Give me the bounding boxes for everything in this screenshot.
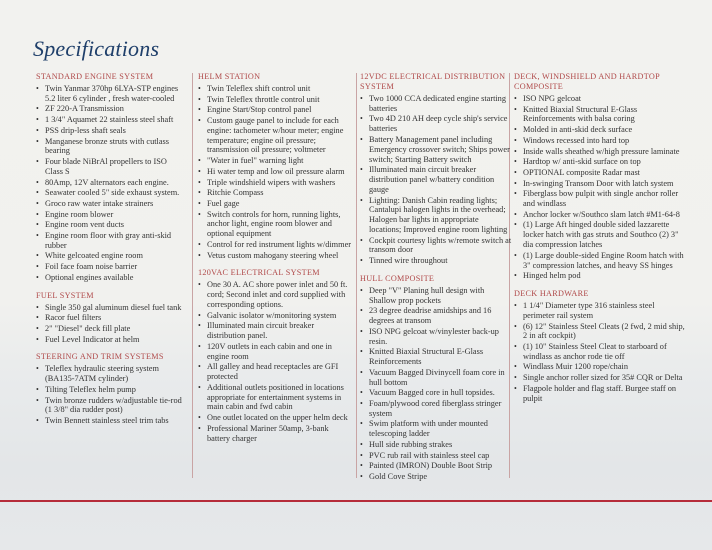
spec-item xyxy=(198,240,352,250)
spec-item xyxy=(198,188,352,198)
section-heading: HELM STATION xyxy=(198,72,261,81)
bullet-icon: • xyxy=(198,310,201,320)
spec-item-text: ZF 220-A Transmission xyxy=(45,104,124,114)
spec-item xyxy=(198,167,352,177)
bullet-icon: • xyxy=(36,157,39,167)
bullet-icon: • xyxy=(198,321,201,331)
bullet-icon: • xyxy=(360,461,363,471)
spec-section xyxy=(36,72,186,283)
spec-item-text: 1 1/4" Diameter type 316 stainless steel perimeter rail system xyxy=(523,301,655,320)
bullet-icon: • xyxy=(36,188,39,198)
spec-list xyxy=(198,280,352,443)
spec-item-text: Two 1000 CCA dedicated engine starting batteries xyxy=(369,94,506,113)
spec-column-3 xyxy=(360,72,512,490)
spec-item-text: Custom gauge panel to include for each engine: tachometer w/hour meter; engine temperature; engine oil pressure; transmission oil pressure; voltmeter xyxy=(207,116,344,155)
bullet-icon: • xyxy=(198,156,201,166)
spec-list xyxy=(360,94,512,266)
spec-item xyxy=(36,262,186,272)
spec-item-text: Two 4D 210 AH deep cycle ship's service batteries xyxy=(369,114,508,134)
spec-item-text: Twin Teleflex shift control unit xyxy=(207,84,311,93)
spec-item xyxy=(360,399,512,419)
spec-item-text: Vacuum Bagged core in hull topsides. xyxy=(369,388,495,398)
spec-item-text: Single 350 gal aluminum diesel fuel tank xyxy=(45,302,182,312)
bullet-icon: • xyxy=(36,262,39,272)
spec-item-text: Deep "V" Planing hull design with Shallow prop pockets xyxy=(369,285,485,305)
spec-item-text: Galvanic isolator w/monitoring system xyxy=(207,310,337,320)
spec-item xyxy=(36,251,186,261)
spec-item-text: Fuel gage xyxy=(207,198,240,208)
spec-item-text: Foam/plywood cored fiberglass stringer system xyxy=(369,399,502,418)
spec-item-text: Engine room vent ducts xyxy=(45,220,125,230)
bullet-icon: • xyxy=(198,198,201,208)
spec-item-text: Tilting Teleflex helm pump xyxy=(45,384,136,394)
bullet-icon: • xyxy=(360,235,363,245)
bullet-icon: • xyxy=(360,285,363,295)
bullet-icon: • xyxy=(198,382,201,392)
bullet-icon: • xyxy=(360,347,363,357)
spec-item xyxy=(360,135,512,164)
spec-item-text: PSS drip-less shaft seals xyxy=(45,125,126,135)
section-heading: HULL COMPOSITE xyxy=(360,273,435,283)
spec-item-text: Windlass Muir 1200 rope/chain xyxy=(523,362,628,372)
bullet-icon: • xyxy=(198,413,201,423)
bullet-icon: • xyxy=(360,367,363,377)
bullet-icon: • xyxy=(36,272,39,282)
spec-list xyxy=(514,94,688,281)
spec-item-text: Engine room floor with gray anti-skid rubber xyxy=(45,230,172,250)
section-heading: FUEL SYSTEM xyxy=(36,290,94,300)
bullet-icon: • xyxy=(514,209,517,219)
spec-item xyxy=(514,179,688,189)
bullet-icon: • xyxy=(36,302,39,312)
spec-item-text: (1) Large Aft hinged double sided lazzarette locker hatch with gas struts and Southco (2) 3" dia compression latches xyxy=(523,220,679,250)
spec-item xyxy=(198,95,352,105)
spec-item xyxy=(360,461,512,471)
spec-item-text: PVC rub rail with stainless steel cap xyxy=(369,450,490,460)
bullet-icon: • xyxy=(36,313,39,323)
spec-item-text: Painted (IMRON) Double Boot Strip xyxy=(369,461,493,471)
bullet-icon: • xyxy=(514,342,517,351)
column-divider xyxy=(356,73,357,478)
bullet-icon: • xyxy=(514,301,517,311)
spec-item xyxy=(514,220,688,249)
bullet-icon: • xyxy=(514,157,517,167)
spec-item xyxy=(198,156,352,166)
spec-item-text: Engine Start/Stop control panel xyxy=(207,105,312,115)
spec-section xyxy=(360,274,512,482)
spec-item xyxy=(198,424,352,444)
spec-section xyxy=(360,72,512,266)
spec-item xyxy=(514,136,688,146)
bullet-icon: • xyxy=(36,209,39,219)
bullet-icon: • xyxy=(360,472,363,482)
bullet-icon: • xyxy=(514,178,517,188)
spec-item-text: Professional Mariner 50amp, 3-bank battery charger xyxy=(207,423,329,443)
spec-item-text: Four blade NiBrAl propellers to ISO Class S xyxy=(45,157,167,176)
spec-item-text: Switch controls for horn, running lights, anchor light, engine room blower and optional equipment xyxy=(207,209,341,239)
spec-item xyxy=(36,137,186,157)
spec-item xyxy=(360,114,512,134)
bullet-icon: • xyxy=(198,239,201,249)
spec-item-text: Lighting: Danish Cabin reading lights; Cantalupi halogen lights in the overhead; Halogen bar lights in appropriate locations; Improved engine room lighting xyxy=(369,195,508,234)
spec-item xyxy=(514,210,688,220)
spec-item-text: Manganese bronze struts with cutlass bearing xyxy=(45,136,169,156)
bullet-icon: • xyxy=(360,439,363,449)
spec-item-text: 80Amp, 12V alternators each engine. xyxy=(45,177,169,187)
spec-item-text: Control for red instrument lights w/dimmer xyxy=(207,239,352,249)
spec-item xyxy=(36,416,186,426)
bullet-icon: • xyxy=(36,416,39,426)
spec-item xyxy=(360,347,512,367)
spec-item xyxy=(36,126,186,136)
spec-item-text: Flagpole holder and flag staff. Burgee staff on pulpit xyxy=(523,383,676,403)
bullet-icon: • xyxy=(514,250,517,260)
bullet-icon: • xyxy=(360,306,363,316)
section-heading: STEERING AND TRIM SYSTEMS xyxy=(36,352,164,362)
spec-item-text: Twin bronze rudders w/adjustable tie-rod (1 3/8" dia rudder post) xyxy=(45,395,182,415)
bullet-icon: • xyxy=(514,135,517,145)
bullet-icon: • xyxy=(360,134,363,144)
spec-item-text: Swim platform with under mounted telescoping ladder xyxy=(369,419,488,439)
spec-item xyxy=(36,210,186,220)
spec-item-text: In-swinging Transom Door with latch system xyxy=(523,178,674,188)
spec-item-text: Hi water temp and low oil pressure alarm xyxy=(207,166,345,176)
bullet-icon: • xyxy=(198,341,201,351)
spec-column-2 xyxy=(198,72,352,451)
spec-item xyxy=(36,324,186,334)
spec-item-text: Knitted Biaxial Structural E-Glass Reinforcements with balsa coring xyxy=(523,104,638,124)
spec-item xyxy=(36,231,186,251)
bullet-icon: • xyxy=(360,399,363,408)
spec-item-text: (6) 12" Stainless Steel Cleats (2 fwd, 2 mid ship, 2 in aft cockpit) xyxy=(523,321,685,341)
spec-item-text: All galley and head receptacles are GFI protected xyxy=(207,362,339,382)
bullet-icon: • xyxy=(36,323,39,333)
spec-item xyxy=(198,321,352,341)
bullet-icon: • xyxy=(198,250,201,260)
spec-item-text: ISO NPG gelcoat xyxy=(523,94,582,103)
spec-column-1 xyxy=(36,72,186,434)
bullet-icon: • xyxy=(198,94,201,104)
spec-item-text: Illuminated main circuit breaker distribution panel w/battery condition gauge xyxy=(369,165,495,194)
bullet-icon: • xyxy=(514,362,517,372)
bullet-icon: • xyxy=(36,334,39,344)
spec-item-text: Teleflex hydraulic steering system (BA135-7ATM cylinder) xyxy=(45,364,159,384)
spec-item xyxy=(36,199,186,209)
bullet-icon: • xyxy=(198,423,201,433)
bullet-icon: • xyxy=(198,209,201,219)
spec-item-text: Hinged helm pod xyxy=(523,271,581,281)
bullet-icon: • xyxy=(36,220,39,230)
spec-item xyxy=(36,220,186,230)
spec-item xyxy=(360,368,512,388)
spec-item-text: Tinned wire throughout xyxy=(369,256,448,266)
bullet-icon: • xyxy=(514,94,517,103)
spec-item-text: Fiberglass bow pulpit with single anchor roller and windlass xyxy=(523,189,679,209)
spec-item xyxy=(36,84,186,104)
spec-item xyxy=(198,362,352,382)
spec-item xyxy=(198,413,352,423)
spec-item-text: Additional outlets positioned in locations appropriate for entertainment systems in main cabin and fwd cabin xyxy=(207,382,344,412)
spec-item xyxy=(360,286,512,306)
spec-item xyxy=(36,385,186,395)
spec-item-text: Fuel Level Indicator at helm xyxy=(45,334,140,344)
spec-item xyxy=(198,116,352,155)
spec-item xyxy=(36,178,186,188)
spec-item xyxy=(360,419,512,439)
bullet-icon: • xyxy=(198,116,201,126)
spec-section xyxy=(198,268,352,443)
spec-item-text: Triple windshield wipers with washers xyxy=(207,177,336,187)
bullet-icon: • xyxy=(198,362,201,372)
spec-item xyxy=(514,147,688,157)
page-title: Specifications xyxy=(33,36,160,61)
spec-item xyxy=(198,210,352,239)
section-heading: DECK, WINDSHIELD AND HARDTOP COMPOSITE xyxy=(514,72,660,91)
spec-item-text: Groco raw water intake strainers xyxy=(45,198,154,208)
spec-item xyxy=(198,178,352,188)
spec-item-text: Optional engines available xyxy=(45,272,134,282)
bullet-icon: • xyxy=(514,321,517,331)
spec-item xyxy=(514,168,688,178)
spec-item xyxy=(36,396,186,416)
spec-section xyxy=(514,72,688,281)
bullet-icon: • xyxy=(514,104,517,114)
bullet-icon: • xyxy=(198,177,201,187)
section-heading: 12VDC ELECTRICAL DISTRIBUTION SYSTEM xyxy=(360,72,506,91)
column-divider xyxy=(192,73,193,478)
spec-item xyxy=(36,313,186,323)
spec-item xyxy=(198,311,352,321)
spec-item-text: Molded in anti-skid deck surface xyxy=(523,125,633,135)
spec-item-text: Hardtop w/ anti-skid surface on top xyxy=(523,157,641,167)
bullet-icon: • xyxy=(514,271,517,281)
bullet-icon: • xyxy=(36,84,39,93)
spec-item-text: (1) 10" Stainless Steel Cleat to starboard of windlass as anchor rode tie off xyxy=(523,342,667,361)
bullet-icon: • xyxy=(198,166,201,176)
bullet-icon: • xyxy=(514,189,517,199)
spec-item xyxy=(36,104,186,114)
spec-section xyxy=(514,289,688,403)
spec-item-text: Vacuum Bagged Divinycell foam core in hull bottom xyxy=(369,367,505,387)
bullet-icon: • xyxy=(360,94,363,103)
spec-item xyxy=(514,384,688,404)
spec-item xyxy=(360,440,512,450)
spec-item xyxy=(360,256,512,266)
spec-item-text: Illuminated main circuit breaker distribution panel. xyxy=(207,321,315,341)
spec-item-text: Gold Cove Stripe xyxy=(369,472,428,482)
bottom-rule xyxy=(0,500,712,502)
bullet-icon: • xyxy=(360,388,363,398)
spec-item-text: Anchor locker w/Southco slam latch #M1-64-8 xyxy=(523,209,680,219)
bullet-icon: • xyxy=(514,373,517,383)
spec-section xyxy=(198,72,352,260)
spec-item xyxy=(514,251,688,271)
spec-item xyxy=(514,322,688,342)
spec-item-text: Foil face foam noise barrier xyxy=(45,262,138,272)
spec-item xyxy=(514,342,688,362)
spec-item-text: One 30 A. AC shore power inlet and 50 ft. cord; Second inlet and cord supplied with corresponding options. xyxy=(207,280,348,309)
spec-item-text: Seawater cooled 5" side exhaust system. xyxy=(45,188,180,198)
bullet-icon: • xyxy=(36,364,39,374)
spec-item xyxy=(360,388,512,398)
spec-item-text: Knitted Biaxial Structural E-Glass Reinforcements xyxy=(369,347,484,367)
spec-item-text: OPTIONAL composite Radar mast xyxy=(523,167,640,177)
spec-item xyxy=(198,105,352,115)
spec-item xyxy=(360,306,512,326)
bullet-icon: • xyxy=(36,251,39,261)
spec-item-text: Inside walls sheathed w/high pressure laminate xyxy=(523,146,680,156)
spec-item xyxy=(360,236,512,256)
bullet-icon: • xyxy=(36,230,39,240)
bullet-icon: • xyxy=(36,198,39,208)
spec-item xyxy=(514,94,688,104)
spec-item-text: Windows recessed into hard top xyxy=(523,135,630,145)
spec-list xyxy=(36,364,186,425)
spec-item-text: Vetus custom mahogany steering wheel xyxy=(207,250,339,260)
spec-item xyxy=(360,451,512,461)
spec-item xyxy=(36,273,186,283)
bullet-icon: • xyxy=(514,146,517,156)
spec-item xyxy=(36,115,186,125)
section-heading: STANDARD ENGINE SYSTEM xyxy=(36,72,154,81)
spec-item-text: "Water in fuel" warning light xyxy=(207,156,304,166)
spec-item xyxy=(36,188,186,198)
spec-item xyxy=(514,373,688,383)
spec-item xyxy=(514,271,688,281)
spec-item xyxy=(514,105,688,125)
spec-item-text: Twin Teleflex throttle control unit xyxy=(207,94,320,104)
spec-item xyxy=(514,301,688,321)
spec-item-text: 120V outlets in each cabin and one in engine room xyxy=(207,341,332,361)
spec-item-text: White gelcoated engine room xyxy=(45,251,143,261)
bullet-icon: • xyxy=(360,195,363,205)
spec-item xyxy=(514,125,688,135)
spec-item xyxy=(514,362,688,372)
spec-item-text: Cockpit courtesy lights w/remote switch at transom door xyxy=(369,235,512,255)
bullet-icon: • xyxy=(360,326,363,336)
spec-item xyxy=(198,199,352,209)
bullet-icon: • xyxy=(36,384,39,394)
bullet-icon: • xyxy=(198,188,201,198)
spec-item xyxy=(198,342,352,362)
bullet-icon: • xyxy=(360,256,363,266)
spec-column-4 xyxy=(514,72,688,411)
spec-item xyxy=(36,303,186,313)
spec-item-text: Single anchor roller sized for 35# CQR or Delta xyxy=(523,373,683,383)
spec-item xyxy=(514,189,688,209)
spec-item xyxy=(514,157,688,167)
bullet-icon: • xyxy=(36,395,39,405)
spec-list xyxy=(514,301,688,403)
spec-item xyxy=(360,327,512,347)
spec-item-text: Hull side rubbing strakes xyxy=(369,439,453,449)
bullet-icon: • xyxy=(198,84,201,93)
spec-item xyxy=(198,251,352,261)
spec-item xyxy=(36,157,186,177)
spec-item xyxy=(198,280,352,309)
spec-item-text: Racor fuel filters xyxy=(45,313,102,323)
bullet-icon: • xyxy=(36,177,39,187)
bullet-icon: • xyxy=(36,104,39,114)
bullet-icon: • xyxy=(198,280,201,290)
spec-item xyxy=(198,84,352,94)
spec-section xyxy=(36,352,186,425)
spec-item-text: 2" "Diesel" deck fill plate xyxy=(45,323,131,333)
spec-item xyxy=(360,165,512,194)
bullet-icon: • xyxy=(514,125,517,135)
spec-item xyxy=(360,196,512,235)
spec-item-text: One outlet located on the upper helm deck xyxy=(207,413,348,423)
spec-item xyxy=(198,383,352,412)
bullet-icon: • xyxy=(360,419,363,429)
spec-item-text: 1 3/4" Aquamet 22 stainless steel shaft xyxy=(45,115,174,125)
bullet-icon: • xyxy=(360,165,363,175)
section-heading: 120VAC ELECTRICAL SYSTEM xyxy=(198,268,320,278)
spec-item xyxy=(360,94,512,114)
spec-item xyxy=(36,364,186,384)
spec-item xyxy=(36,335,186,345)
spec-list xyxy=(198,84,352,260)
spec-item-text: Twin Bennett stainless steel trim tabs xyxy=(45,416,169,426)
spec-item-text: (1) Large double-sided Engine Room hatch with 3" compression latches, and heavy SS hinges xyxy=(523,250,684,270)
spec-item-text: Engine room blower xyxy=(45,209,114,219)
bullet-icon: • xyxy=(360,450,363,460)
bullet-icon: • xyxy=(514,383,517,393)
spec-section xyxy=(36,291,186,345)
bullet-icon: • xyxy=(514,220,517,230)
spec-item-text: Ritchie Compass xyxy=(207,188,264,198)
spec-item xyxy=(360,472,512,482)
bullet-icon: • xyxy=(36,136,39,146)
spec-list xyxy=(360,286,512,482)
spec-list xyxy=(36,84,186,283)
section-heading: DECK HARDWARE xyxy=(514,289,589,299)
bullet-icon: • xyxy=(198,105,201,115)
bullet-icon: • xyxy=(514,167,517,177)
bullet-icon: • xyxy=(360,114,363,124)
spec-item-text: 23 degree deadrise amidships and 16 degrees at transom xyxy=(369,306,492,326)
spec-item-text: ISO NPG gelcoat w/vinylester back-up resin. xyxy=(369,326,499,346)
bullet-icon: • xyxy=(36,125,39,135)
spec-item-text: Twin Yanmar 370hp 6LYA-STP engines 5.2 liter 6 cylinder , fresh water-cooled xyxy=(45,84,179,103)
bullet-icon: • xyxy=(36,115,39,125)
spec-item-text: Battery Management panel including Emergency crossover switch; Ships power switch; Starting Battery switch xyxy=(369,134,510,164)
spec-list xyxy=(36,303,186,345)
